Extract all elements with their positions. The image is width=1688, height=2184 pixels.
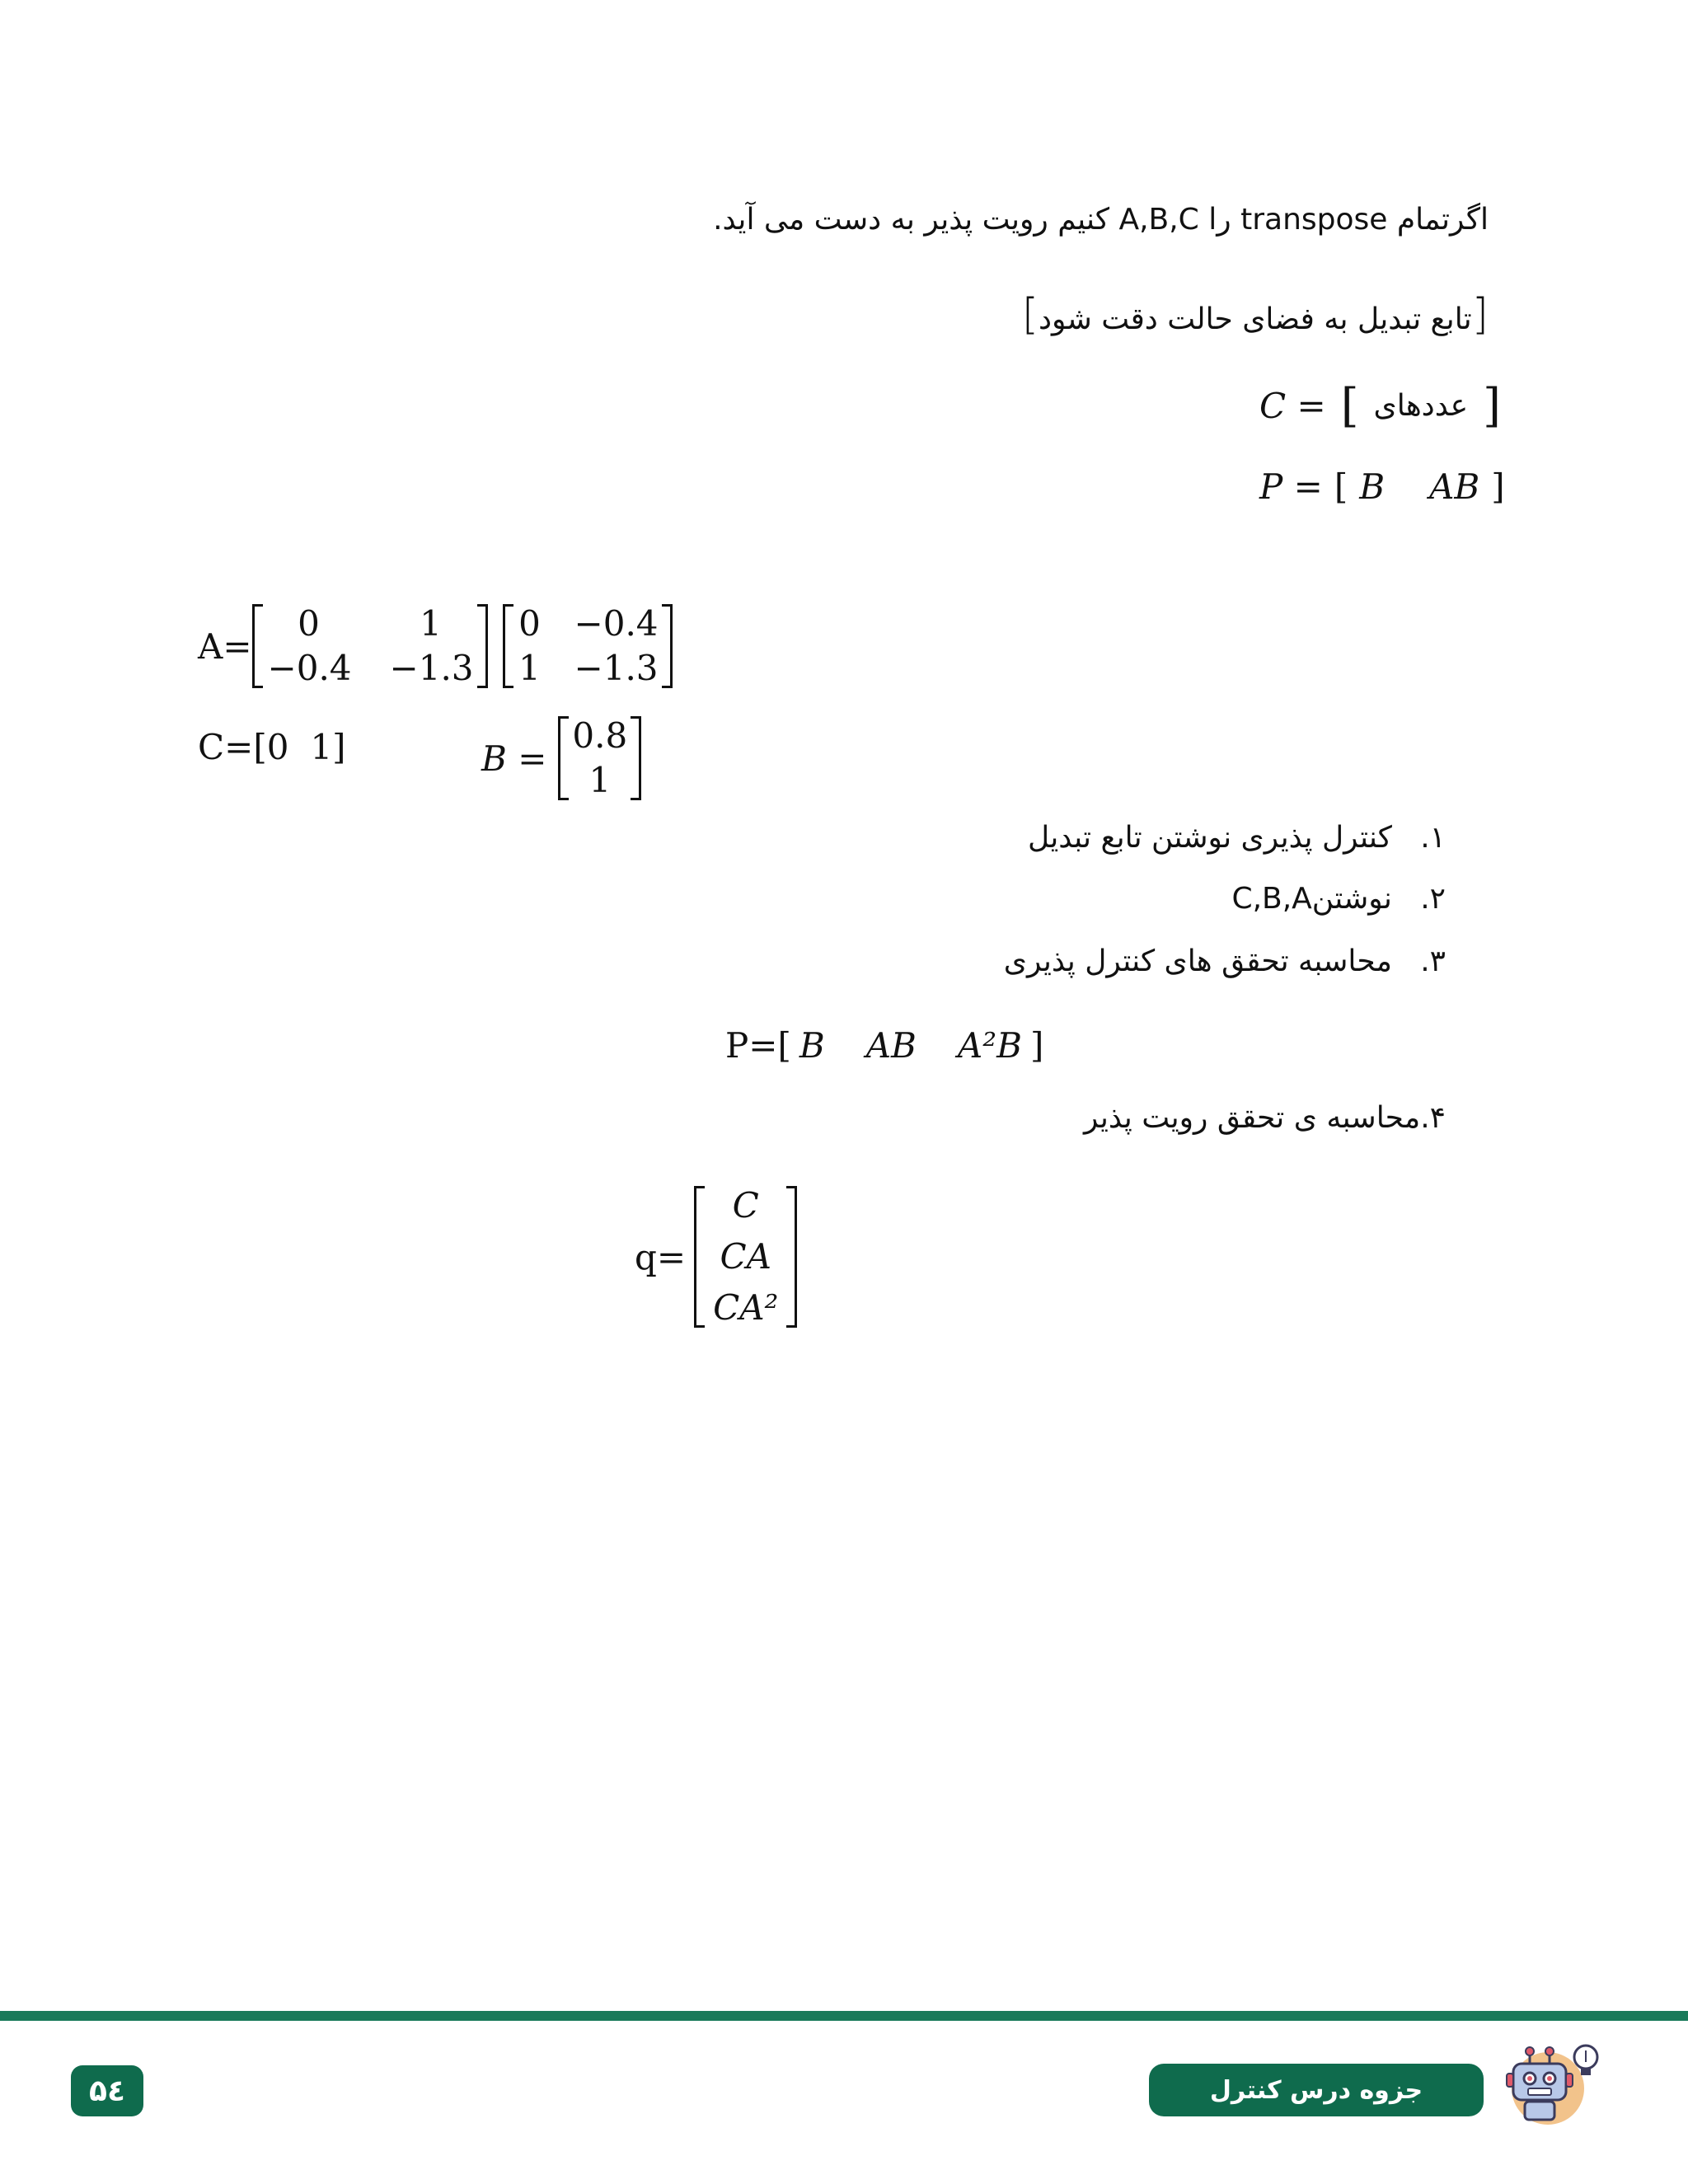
c-bracket-text: عددهای: [1373, 389, 1469, 423]
p2-entry: A²B: [957, 1025, 1022, 1066]
list-text: محاسبه تحقق های کنترل پذیری: [1003, 944, 1392, 978]
list-item: [1231, 882, 1446, 916]
bracket-left: [: [1471, 290, 1489, 340]
p2-entry: B: [799, 1025, 825, 1066]
matrix-cell: 1: [420, 603, 442, 644]
vector-cell: 1: [588, 760, 612, 800]
p2-entry: AB: [865, 1025, 917, 1066]
transfer-note-text: تابع تبدیل به فضای حالت دقت شود: [1038, 302, 1472, 336]
a-matrix: [263, 602, 477, 691]
c-lhs: C =: [1259, 386, 1326, 426]
p-entry: AB: [1429, 466, 1480, 507]
c-row-end: 1]: [310, 727, 346, 767]
vector-bracket-right: [786, 1186, 797, 1328]
robot-lightbulb-icon: [1498, 2039, 1606, 2130]
list-text: کنترل پذیری نوشتن تابع تبدیل: [1027, 821, 1392, 855]
list-number: ۲.: [1420, 882, 1446, 916]
bracket-left: [: [1340, 379, 1359, 433]
p-entry: B: [1359, 466, 1386, 507]
matrix-bracket-left: [252, 604, 263, 688]
list-item-4: ۴.محاسبه ی تحقق رویت پذیر: [1084, 1101, 1446, 1135]
matrix-bracket-right: [662, 604, 673, 688]
c-row-vector: [198, 727, 346, 767]
p2-label: P=[: [725, 1025, 791, 1066]
matrix-cell: −1.3: [389, 648, 474, 688]
matrix-cell: 0: [518, 603, 541, 644]
a-matrix-2: [513, 602, 662, 691]
p2-equation: [725, 1025, 1043, 1066]
matrix-cell: 0: [298, 603, 320, 644]
p2-end: ]: [1029, 1025, 1044, 1066]
list-text: نوشتنC,B,A: [1231, 882, 1392, 916]
c-row-label: C=[0: [198, 727, 289, 767]
footer-divider: [0, 2011, 1688, 2021]
transfer-note: [1022, 290, 1489, 340]
b-vector: [569, 714, 631, 803]
a-matrix-equation: [198, 602, 673, 691]
matrix-cell: −1.3: [574, 648, 659, 688]
matrix-bracket-right: [477, 604, 488, 688]
q-vector-equation: [635, 1180, 797, 1333]
bracket-right: ]: [1483, 379, 1501, 433]
matrix-cell: 1: [518, 648, 541, 688]
matrix-cell: −0.4: [267, 648, 352, 688]
vector-bracket-left: [558, 716, 569, 800]
list-number: ۳.: [1420, 944, 1446, 978]
intro-line: اگرتمام transpose را A,B,C کنیم رویت پذیر به دست می آید.: [713, 203, 1489, 237]
list-item: [1028, 821, 1446, 855]
vector-cell: CA²: [713, 1287, 779, 1328]
vector-cell: 0.8: [572, 715, 628, 756]
list-item: [1004, 944, 1446, 978]
vector-cell: CA: [720, 1236, 771, 1277]
p-equation: [1259, 466, 1505, 507]
vector-cell: C: [732, 1185, 759, 1226]
page-number: ۵٤: [71, 2065, 143, 2116]
bracket-right: ]: [1491, 466, 1505, 507]
bracket-right: ]: [1021, 290, 1039, 340]
p-lhs: P =: [1259, 466, 1323, 507]
book-title-badge: جزوه درس کنترل: [1149, 2064, 1484, 2116]
matrix-bracket-left: [503, 604, 513, 688]
q-label: q=: [635, 1236, 687, 1277]
c-equation: [1259, 379, 1501, 433]
b-vector-equation: [481, 714, 641, 803]
bracket-left: [: [1334, 466, 1348, 507]
vector-bracket-right: [631, 716, 641, 800]
matrix-cell: −0.4: [574, 603, 659, 644]
list-number: ۱.: [1420, 821, 1446, 855]
a-label: A=: [198, 626, 252, 667]
vector-bracket-left: [694, 1186, 705, 1328]
q-vector: [705, 1180, 786, 1333]
b-label: B =: [481, 738, 547, 779]
